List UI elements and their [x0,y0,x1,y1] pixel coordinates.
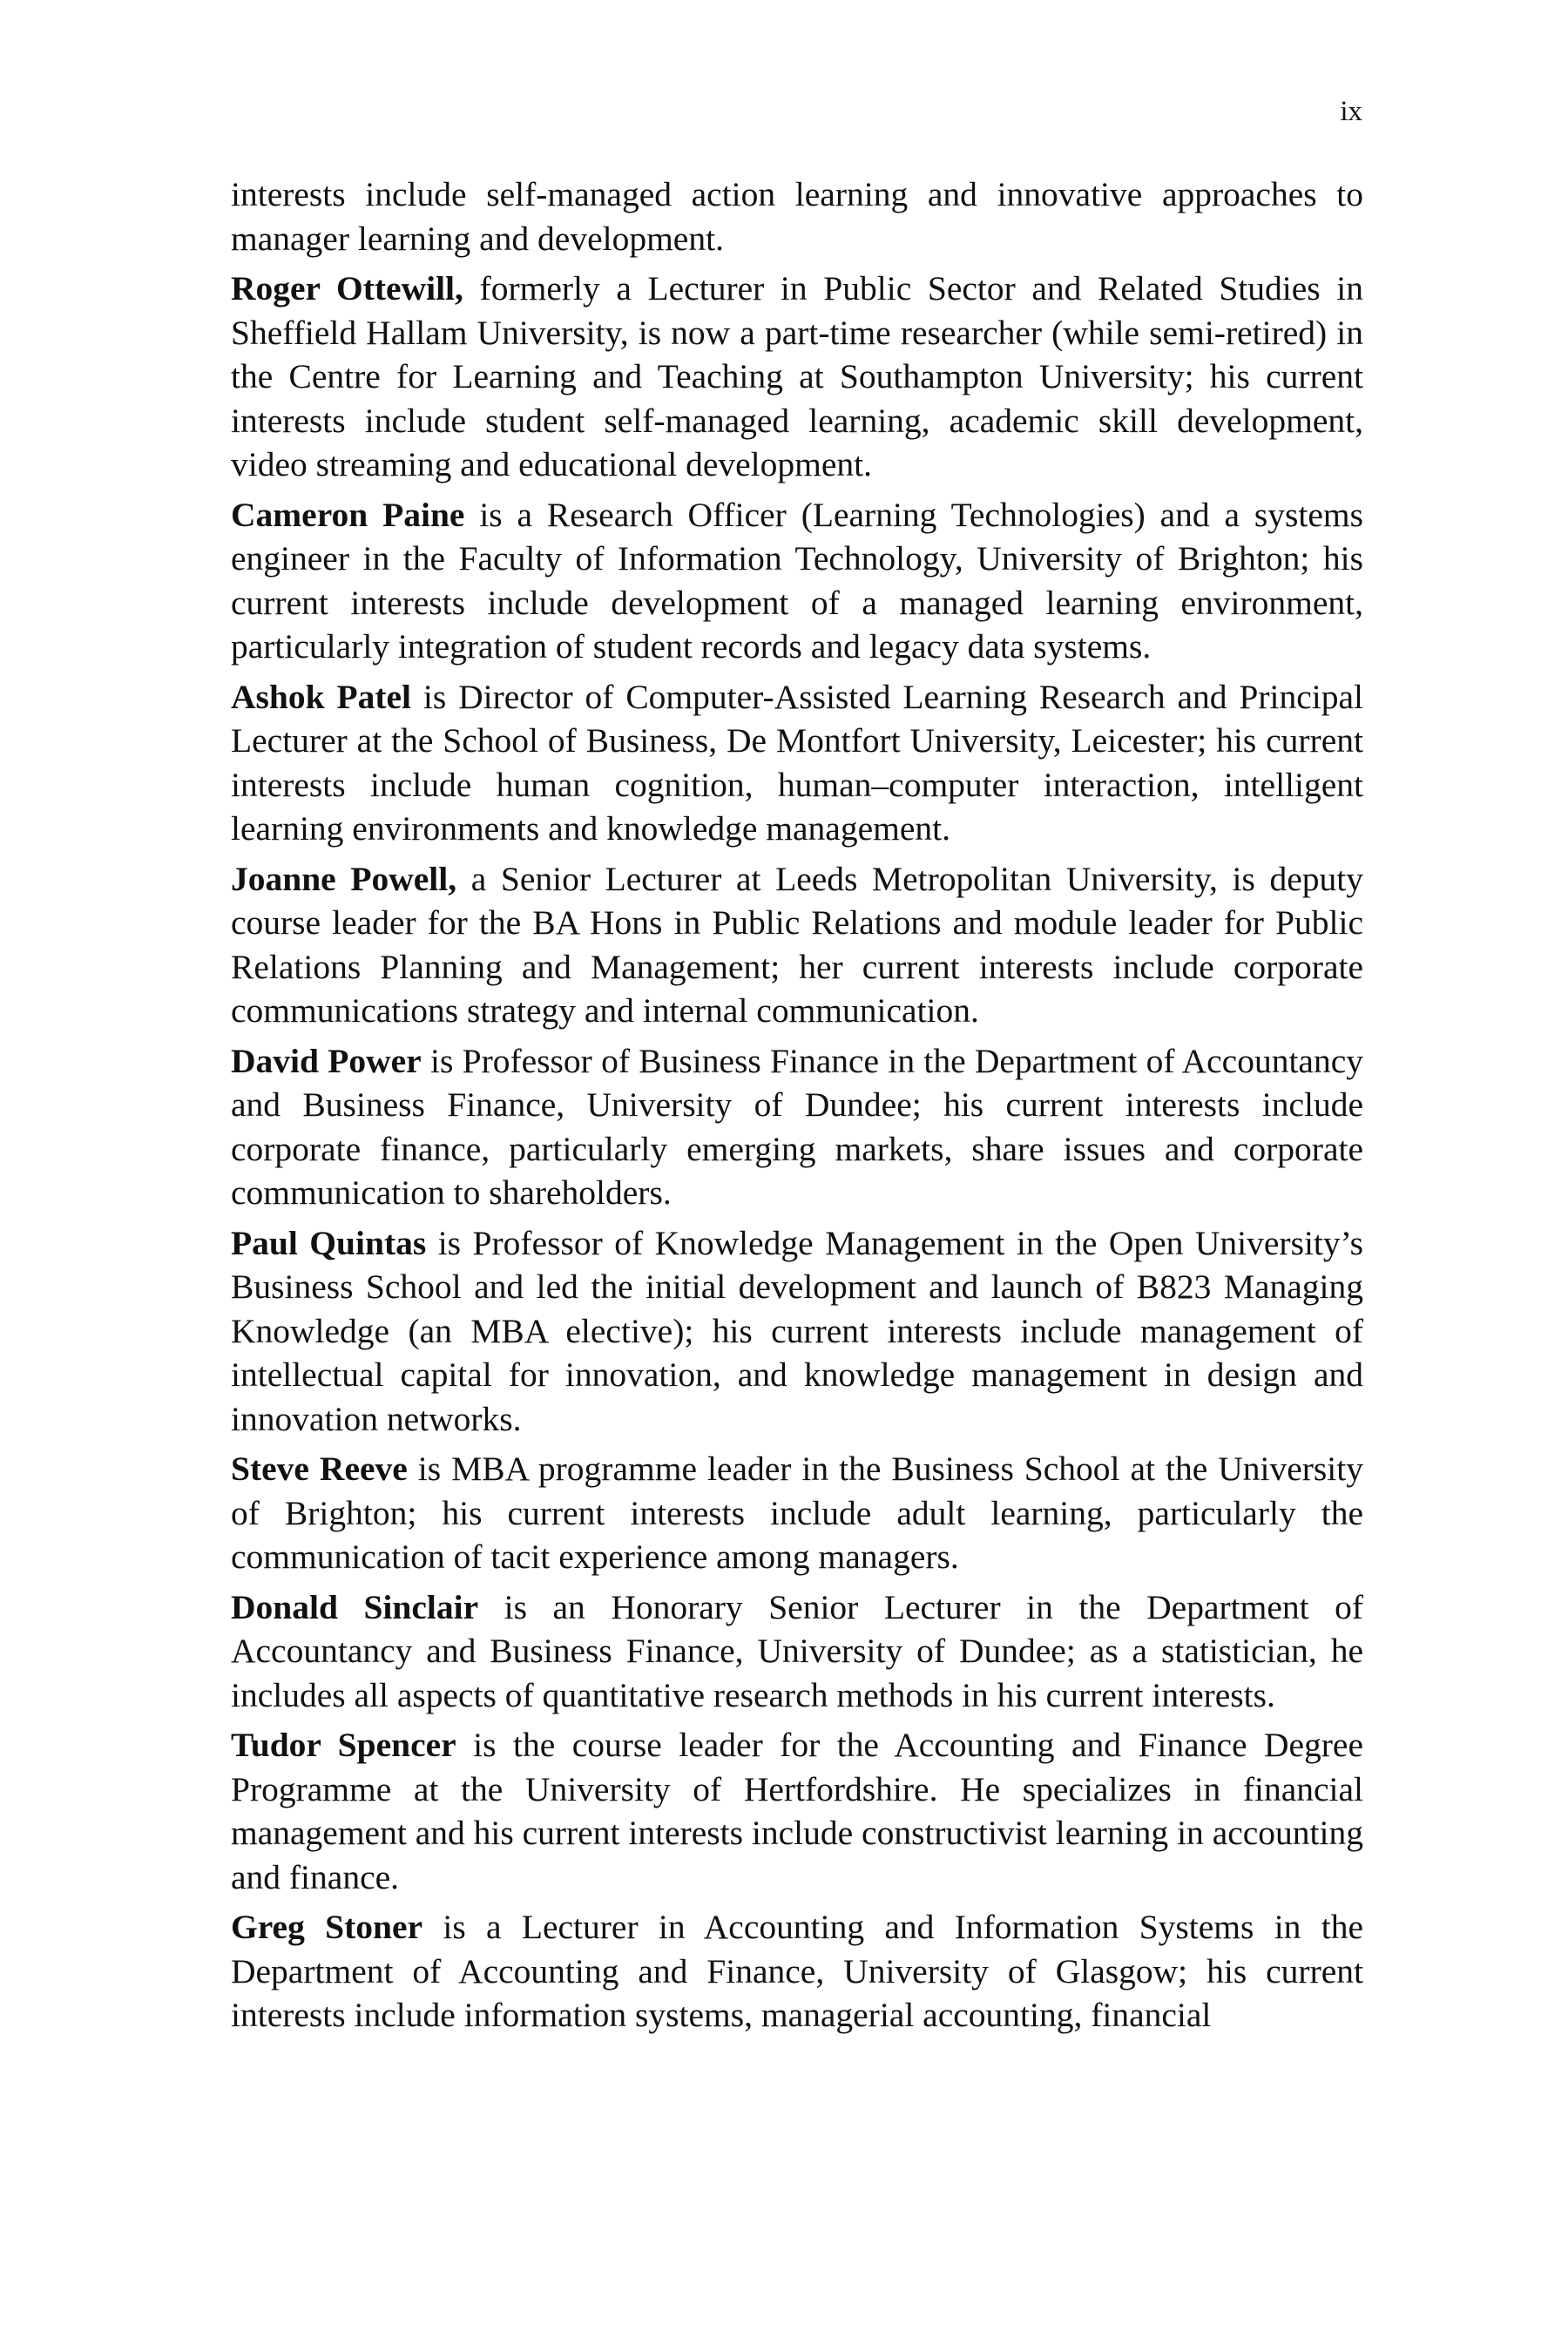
contributor-name: Cameron Paine [231,495,465,534]
contributor-name: Paul Quintas [231,1223,427,1262]
contributor-list [231,172,1363,2044]
contributor-name: David Power [231,1041,422,1080]
contributor-bio: is MBA programme leader in the Business School at the University of Brighton; his current interests include adult learning, particularly the communication of tacit experience among managers. [231,1450,1363,1576]
contributor-bio: is Professor of Business Finance in the Department of Accountancy and Business Finance, University of Dundee; his current interests include corporate finance, particularly emerging markets, share issues and corporate communication to shareholders. [231,1041,1363,1212]
contributor-bio: is a Lecturer in Accounting and Information Systems in the Department of Accounting and Finance, University of Glasgow; his current interests include information systems, managerial accounting, financial [231,1908,1363,2034]
contributor-name: Ashok Patel [231,677,411,716]
page-number: ix [1340,96,1362,127]
contributor-entry [231,1723,1363,1899]
contributor-entry [231,1905,1363,2038]
contributor-name: Steve Reeve [231,1450,408,1488]
contributor-bio: is the course leader for the Accounting and Finance Degree Programme at the University of Hertfordshire. He specializes in financial management and his current interests include constructivist learning in accounting and finance. [231,1726,1363,1896]
contributor-bio: a Senior Lecturer at Leeds Metropolitan University, is deputy course leader for the BA Hons in Public Relations and module leader for Public Relations Planning and Management; her current interests include corporate communications strategy and internal communication. [231,859,1363,1030]
contributor-entry [231,1585,1363,1718]
contributor-name: Joanne Powell, [231,859,457,898]
contributor-entry [231,1447,1363,1579]
contributor-entry [231,857,1363,1033]
contributor-bio: is a Research Officer (Learning Technologies) and a systems engineer in the Faculty of Information Technology, University of Brighton; his current interests include development of a managed learning environment, particularly integration of student records and legacy data systems. [231,495,1363,666]
contributor-bio: formerly a Lecturer in Public Sector and Related Studies in Sheffield Hallam University, is now a part-time researcher (while semi-retired) in the Centre for Learning and Teaching at Southampton University; his current interests include student self-managed learning, academic skill development, video streaming and educational development. [231,269,1364,483]
contributor-entry [231,493,1363,669]
contributor-entry [231,1039,1363,1215]
contributor-bio: is Director of Computer-Assisted Learning Research and Principal Lecturer at the School of Business, De Montfort University, Leicester; his current interests include human cognition, human–computer interaction, intelligent learning environments and knowledge management. [231,677,1363,848]
contributor-bio: is an Honorary Senior Lecturer in the Department of Accountancy and Business Finance, University of Dundee; as a statistician, he includes all aspects of quantitative research methods in his current interests. [231,1587,1364,1714]
contributor-entry [231,675,1363,851]
contributor-entry [231,1221,1363,1442]
contributor-name: Roger Ottewill, [231,269,463,308]
contributor-bio: is Professor of Knowledge Management in the Open University’s Business School and led the initial development and launch of B823 Managing Knowledge (an MBA elective); his current interests include management of intellectual capital for innovation, and knowledge management in design and innovation networks. [231,1223,1363,1438]
contributor-name: Tudor Spencer [231,1726,456,1764]
contributor-entry [231,267,1363,487]
contributor-name: Donald Sinclair [231,1587,479,1626]
contributor-entry-continued [231,172,1363,260]
contributor-name: Greg Stoner [231,1908,423,1946]
contributor-bio: interests include self-managed action learning and innovative approaches to manager learning and development. [231,175,1363,258]
